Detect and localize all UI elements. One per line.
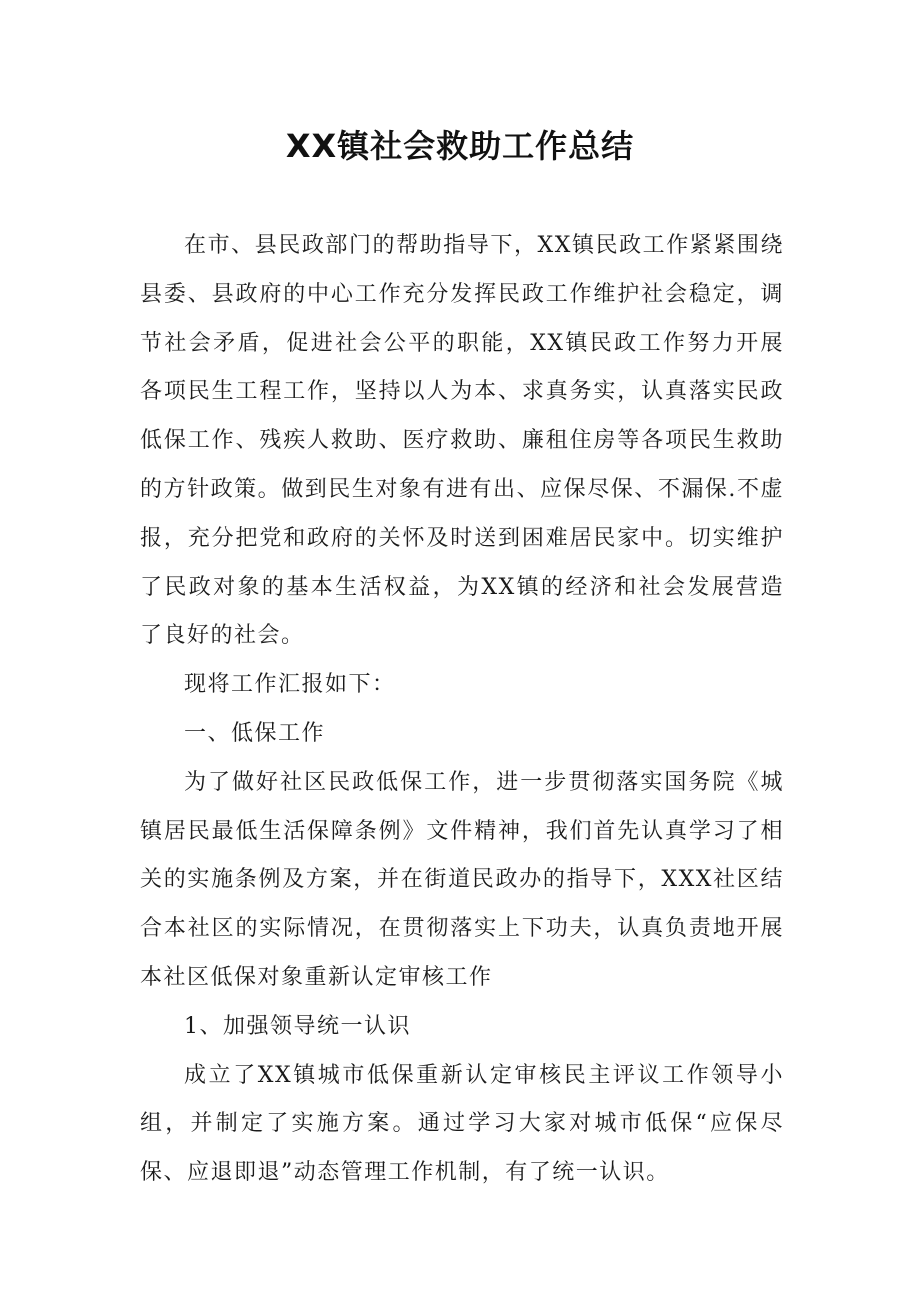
section-heading-low-income: 一、低保工作 (184, 720, 326, 746)
document-body (140, 222, 784, 1198)
paragraph-leadership: 成立了XX镇城市低保重新认定审核民主评议工作领导小组，并制定了实施方案。通过学习大家对城市低保“应保尽保、应退即退”动态管理工作机制，有了统一认识。 (140, 1062, 784, 1186)
subsection-heading-leadership: 1、加强领导统一认识 (184, 1013, 411, 1039)
paragraph-low-income: 为了做好社区民政低保工作，进一步贯彻落实国务院《城镇居民最低生活保障条例》文件精神，我们首先认真学习了相关的实施条例及方案，并在街道民政办的指导下，XXX社区结合本社区的实际情况，在贯彻落实上下功夫，认真负责地开展本社区低保对象重新认定审核工作 (140, 769, 784, 990)
document-title: XX镇社会救助工作总结 (285, 127, 635, 165)
paragraph-intro: 在市、县民政部门的帮助指导下，XX镇民政工作紧紧围绕县委、县政府的中心工作充分发挥民政工作维护社会稳定，调节社会矛盾，促进社会公平的职能，XX镇民政工作努力开展各项民生工程工作，坚持以人为本、求真务实，认真落实民政低保工作、残疾人救助、医疗救助、廉租住房等各项民生救助的方针政策。做到民生对象有进有出、应保尽保、不漏保.不虚报，充分把党和政府的关怀及时送到困难居民家中。切实维护了民政对象的基本生活权益，为XX镇的经济和社会发展营造了良好的社会。 (140, 233, 784, 649)
paragraph-report-lead: 现将工作汇报如下： (184, 672, 396, 698)
